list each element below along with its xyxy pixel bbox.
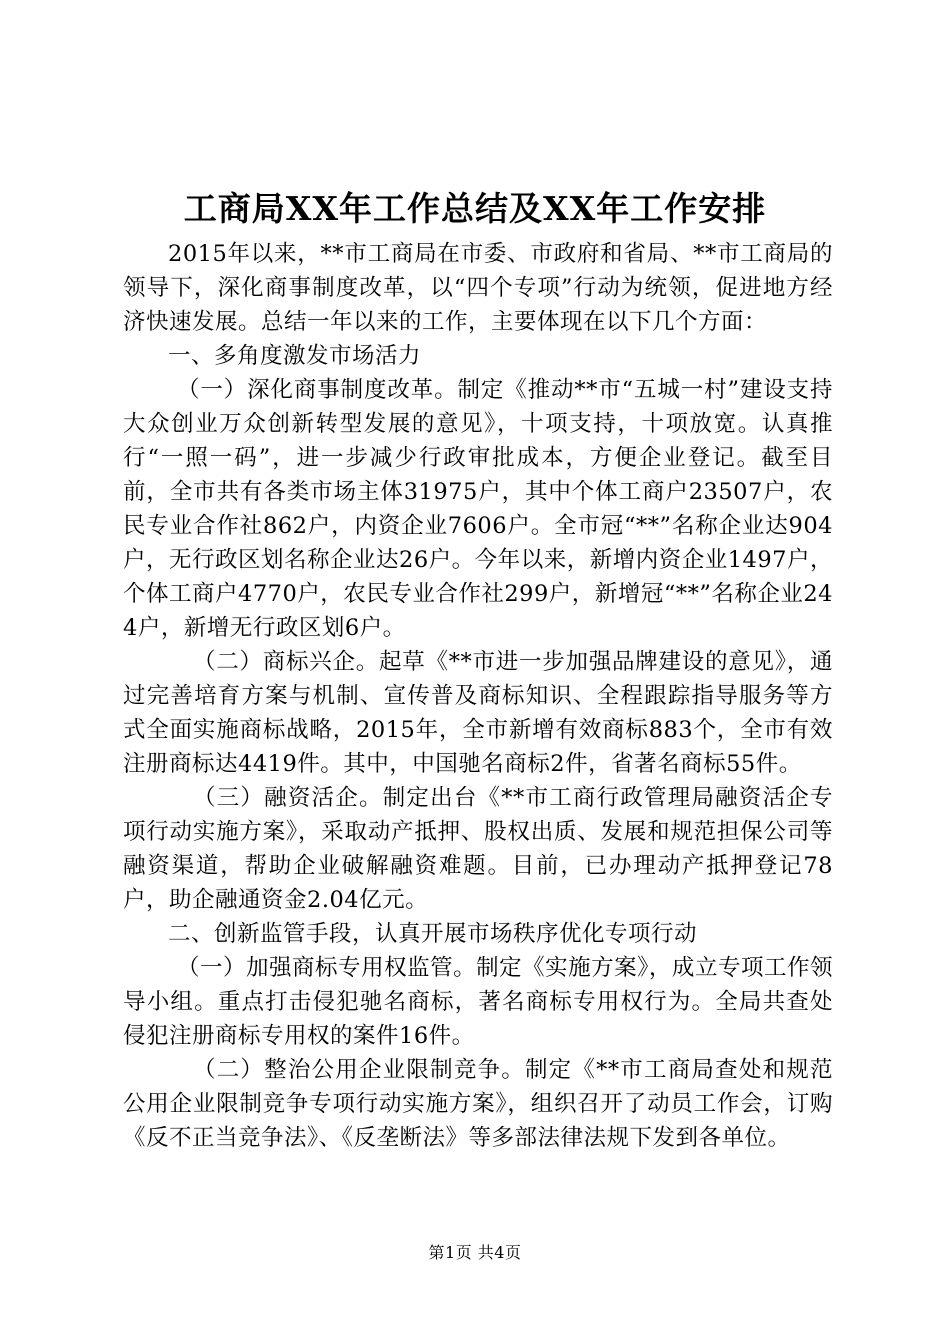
paragraph-1-3: （三）融资活企。制定出台《**市工商行政管理局融资活企专项行动实施方案》，采取动产抵押、股权出质、发展和规范担保公司等融资渠道，帮助企业破解融资难题。目前，已办理动产抵押登记78户，助企融通资金2.04亿元。 [123, 785, 833, 913]
paragraph-1-1: （一）深化商事制度改革。制定《推动**市“五城一村”建设支持大众创业万众创新转型发展的意见》，十项支持，十项放宽。认真推行“一照一码”，进一步减少行政审批成本，方便企业登记。截至目前，全市共有各类市场主体31975户，其中个体工商户23507户，农民专业合作社862户，内资企业7606户。全市冠“**”名称企业达904户，无行政区划名称企业达26户。今年以来，新增内资企业1497户，个体工商户4770户，农民专业合作社299户，新增冠“**”名称企业244户，新增无行政区划6户。 [123, 377, 833, 641]
intro-paragraph: 2015年以来，**市工商局在市委、市政府和省局、**市工商局的领导下，深化商事制度改革，以“四个专项”行动为统领，促进地方经济快速发展。总结一年以来的工作，主要体现在以下几个方面： [123, 241, 833, 335]
paragraph-2-2: （二）整治公用企业限制竞争。制定《**市工商局查处和规范公用企业限制竞争专项行动实施方案》，组织召开了动员工作会，订购《反不正当竞争法》、《反垄断法》等多部法律法规下发到各单位。 [123, 1057, 833, 1151]
paragraph-1-2: （二）商标兴企。起草《**市进一步加强品牌建设的意见》，通过完善培育方案与机制、宣传普及商标知识、全程跟踪指导服务等方式全面实施商标战略，2015年，全市新增有效商标883个，全市有效注册商标达4419件。其中，中国驰名商标2件，省著名商标55件。 [123, 649, 833, 777]
document-body [123, 237, 833, 1155]
page-number-footer: 第1页 共4页 [428, 1243, 522, 1262]
section-heading-1: 一、多角度激发市场活力 [168, 343, 422, 369]
section-heading-2: 二、创新监管手段，认真开展市场秩序优化专项行动 [168, 921, 698, 947]
paragraph-2-1: （一）加强商标专用权监管。制定《实施方案》，成立专项工作领导小组。重点打击侵犯驰名商标，著名商标专用权行为。全局共查处侵犯注册商标专用权的案件16件。 [123, 955, 833, 1049]
document-title: 工商局XX年工作总结及XX年工作安排 [183, 189, 767, 228]
